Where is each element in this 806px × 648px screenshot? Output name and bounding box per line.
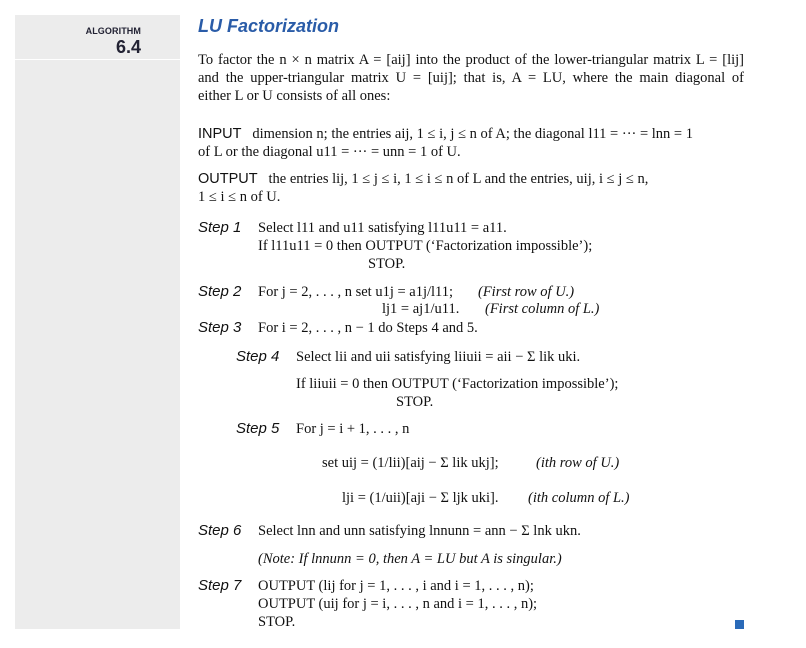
- input-line-1: [198, 126, 744, 143]
- step-2-line-2: lj1 = aj1/u11.: [382, 301, 460, 317]
- step-6-line-1: Select lnn and unn satisfying lnnunn = ann − Σ lnk ukn.: [258, 523, 581, 539]
- step-7-stop: STOP.: [258, 614, 296, 630]
- step-3-label: Step 3: [198, 319, 242, 336]
- intro-line-3: either L or U consists of all ones:: [198, 88, 391, 104]
- intro-line-1: To factor the n × n matrix A = [aij] into the product of the lower-triangular matrix L = [lij]: [198, 52, 744, 68]
- input-keyword: INPUT: [198, 126, 242, 142]
- step-2-comment-1: (First row of U.): [478, 284, 575, 300]
- step-1-label: Step 1: [198, 219, 242, 236]
- algorithm-title: LU Factorization: [198, 16, 340, 36]
- output-text-1: the entries lij, 1 ≤ j ≤ i, 1 ≤ i ≤ n of L and the entries, uij, i ≤ j ≤ n,: [268, 171, 649, 187]
- intro-line-2: and the upper-triangular matrix U = [uij]; that is, A = LU, where the main diagonal of: [198, 70, 744, 86]
- sidebar-divider: [15, 59, 180, 60]
- step-1-line-1: Select l11 and u11 satisfying l11u11 = a11.: [258, 220, 507, 236]
- output-line-1: [198, 171, 744, 188]
- step-5-formula-2: lji = (1/uii)[aji − Σ ljk uki].: [342, 490, 499, 506]
- step-4-stop: STOP.: [396, 394, 434, 410]
- step-2-label: Step 2: [198, 283, 242, 300]
- algorithm-label: ALGORITHM: [85, 26, 141, 36]
- step-5-comment-1: (ith row of U.): [536, 455, 620, 471]
- step-7-line-1: OUTPUT (lij for j = 1, . . . , i and i = 1, . . . , n);: [258, 578, 534, 594]
- step-7-line-2: OUTPUT (uij for j = i, . . . , n and i = 1, . . . , n);: [258, 596, 538, 612]
- step-6-note: (Note: If lnnunn = 0, then A = LU but A is singular.): [258, 551, 562, 567]
- step-3-line-1: For i = 2, . . . , n − 1 do Steps 4 and 5.: [258, 320, 478, 336]
- step-5-label: Step 5: [236, 420, 280, 437]
- step-1-stop: STOP.: [368, 256, 406, 272]
- output-line-2: 1 ≤ i ≤ n of U.: [198, 189, 281, 205]
- input-line-2: of L or the diagonal u11 = ··· = unn = 1 of U.: [198, 144, 461, 160]
- step-2-comment-2: (First column of L.): [485, 301, 600, 317]
- output-keyword: OUTPUT: [198, 171, 258, 187]
- step-5-comment-2: (ith column of L.): [528, 490, 630, 506]
- step-4-line-2: If liiuii = 0 then OUTPUT (‘Factorization impossible’);: [296, 376, 619, 392]
- step-6-label: Step 6: [198, 522, 242, 539]
- step-4-label: Step 4: [236, 348, 280, 365]
- step-5-formula-1: set uij = (1/lii)[aij − Σ lik ukj];: [322, 455, 499, 471]
- algorithm-number: 6.4: [115, 37, 141, 57]
- step-1-line-2: If l11u11 = 0 then OUTPUT (‘Factorization impossible’);: [258, 238, 593, 254]
- step-4-line-1: Select lii and uii satisfying liiuii = aii − Σ lik uki.: [296, 349, 581, 365]
- algorithm-sidebar: [15, 15, 180, 629]
- step-5-line-1: For j = i + 1, . . . , n: [296, 421, 410, 437]
- step-2-line-1: For j = 2, . . . , n set u1j = a1j/l11;: [258, 284, 454, 300]
- end-of-algorithm-square-icon: [735, 620, 744, 629]
- input-text-1: dimension n; the entries aij, 1 ≤ i, j ≤ n of A; the diagonal l11 = ··· = lnn = 1: [252, 126, 693, 142]
- step-7-label: Step 7: [198, 577, 242, 594]
